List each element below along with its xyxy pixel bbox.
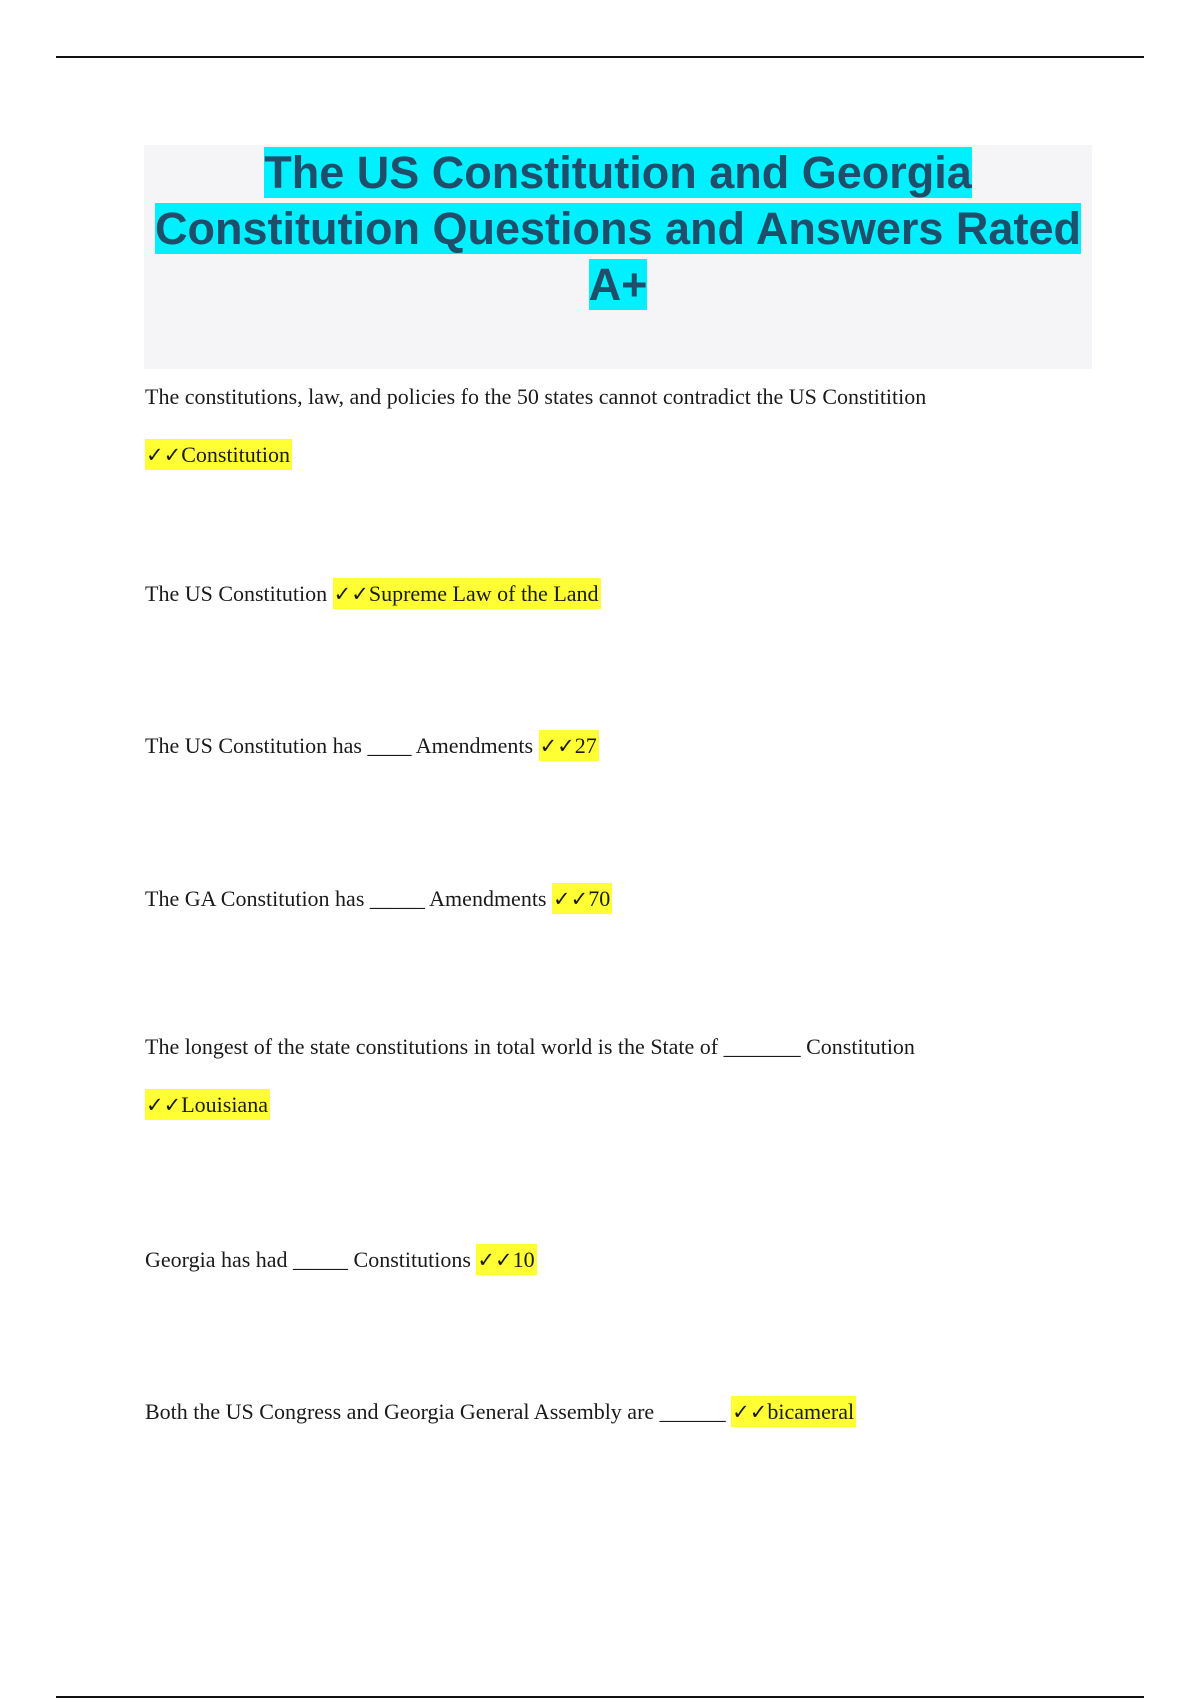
qa-item-2 [145, 581, 1045, 607]
question-text: Both the US Congress and Georgia General Assembly are ______ [145, 1399, 726, 1424]
question-text: Georgia has had _____ Constitutions [145, 1247, 471, 1272]
answer-text: 27 [574, 733, 597, 758]
title-block [144, 145, 1092, 369]
question-text: The US Constitution has ____ Amendments [145, 733, 534, 758]
answer-text: bicameral [767, 1399, 855, 1424]
answer-text: Supreme Law of the Land [368, 581, 599, 606]
double-check-icon: ✓✓ [539, 734, 575, 758]
question-text: The US Constitution [145, 581, 328, 606]
qa-item-4 [145, 886, 1045, 912]
document-title-text: The US Constitution and Georgia Constitution Questions and Answers Rated A+ [155, 147, 1081, 310]
question-text: The constitutions, law, and policies fo the 50 states cannot contradict the US Constitition [145, 384, 927, 409]
answer-text: 10 [512, 1247, 535, 1272]
bottom-rule [56, 1696, 1144, 1698]
answer-text: Louisiana [181, 1092, 268, 1117]
answer-highlight [539, 730, 599, 761]
answer-highlight [145, 439, 292, 470]
double-check-icon: ✓✓ [333, 582, 369, 606]
qa-item-7 [145, 1399, 1045, 1425]
question-text: The longest of the state constitutions in total world is the State of _______ Constitution [145, 1034, 915, 1059]
answer-highlight [552, 883, 612, 914]
answer-highlight [333, 578, 601, 609]
double-check-icon: ✓✓ [732, 1400, 768, 1424]
answer-highlight [476, 1244, 536, 1275]
answer-text: Constitution [181, 442, 290, 467]
qa-item-1 [145, 368, 1045, 484]
qa-item-3 [145, 733, 1045, 759]
double-check-icon: ✓✓ [146, 1093, 182, 1117]
double-check-icon: ✓✓ [553, 887, 589, 911]
qa-item-6 [145, 1247, 1045, 1273]
document-title [144, 145, 1092, 313]
answer-highlight [731, 1396, 856, 1427]
double-check-icon: ✓✓ [146, 443, 182, 467]
top-rule [56, 56, 1144, 58]
qa-item-5 [145, 1018, 1045, 1134]
double-check-icon: ✓✓ [477, 1248, 513, 1272]
answer-highlight [145, 1089, 270, 1120]
answer-text: 70 [588, 886, 611, 911]
question-text: The GA Constitution has _____ Amendments [145, 886, 547, 911]
